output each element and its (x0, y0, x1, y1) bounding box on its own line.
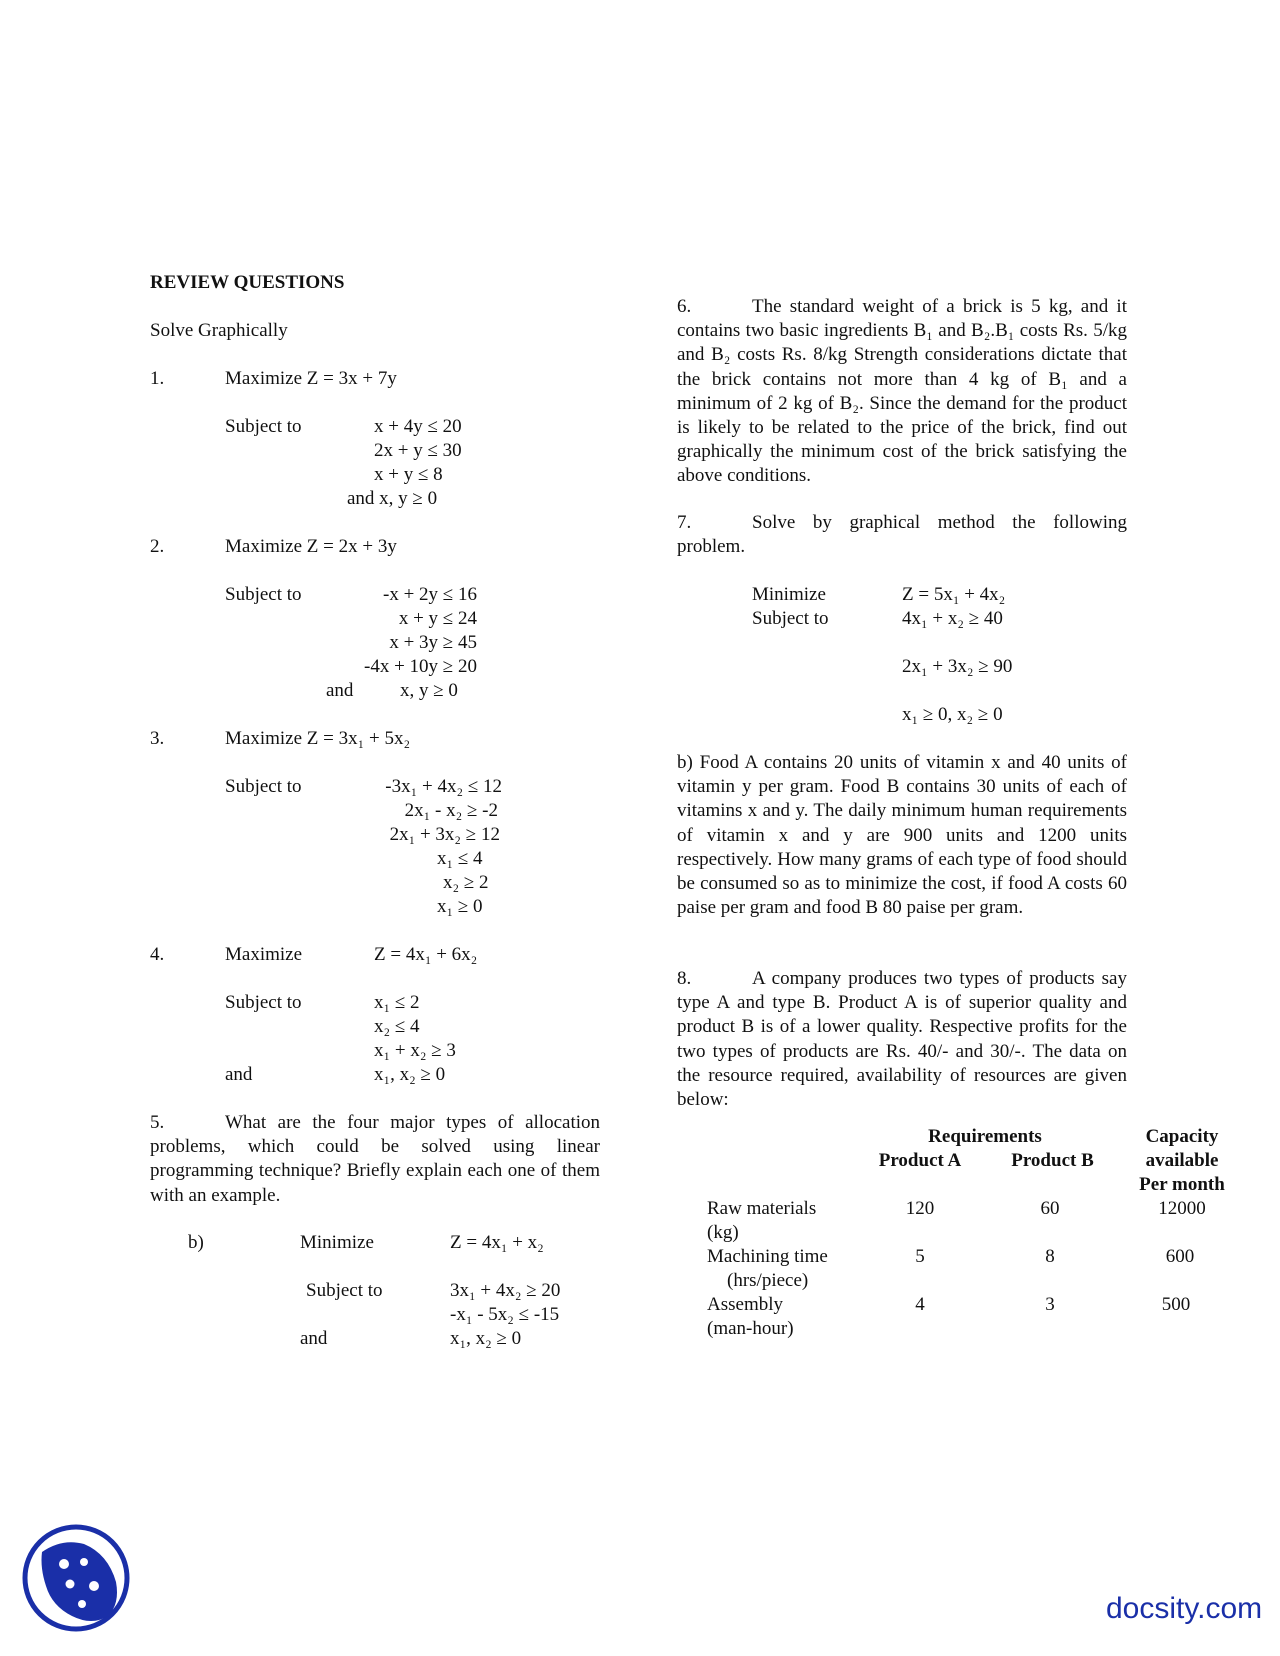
q6-paragraph (677, 295, 1127, 489)
q1-constraint-4: and x, y ≥ 0 (347, 488, 438, 509)
q7-constraint-2: 2x₁ + 3x₂ ≥ 90 (902, 656, 1013, 677)
q3-subject-to: Subject to (225, 776, 302, 797)
q3-constraint-3: 2x₁ + 3x₂ ≥ 12 (389, 824, 500, 845)
q5b-label: b) (188, 1232, 204, 1253)
table-row-label-2: (hrs/piece) (727, 1270, 809, 1291)
q3-constraint-4: x₁ ≤ 4 (437, 848, 483, 869)
q2-constraint-5: x, y ≥ 0 (400, 680, 458, 701)
table-requirements-header: Requirements (928, 1126, 1042, 1147)
q4-and-label: and (225, 1064, 253, 1085)
table-col-product-a: Product A (878, 1150, 962, 1171)
q5b-minimize-label: Minimize (300, 1232, 374, 1253)
q1-number: 1. (150, 368, 165, 389)
table-capacity-header-2: available (1145, 1150, 1219, 1171)
table-cell-product-a: 5 (915, 1246, 925, 1267)
table-cell-product-b: 8 (1045, 1246, 1055, 1267)
q8-text: A company produces two types of products say type A and type B. Product A is of superior quality and product B is of a lower quality. Respective profits for the two types of products are Rs. 40/- and 30/-. The data on the resource required, availability of resources are given below: (677, 968, 1127, 1111)
table-capacity-header-3: Per month (1139, 1174, 1225, 1195)
q6-number: 6. (677, 296, 692, 317)
q7-constraint-3: x₁ ≥ 0, x₂ ≥ 0 (902, 704, 1003, 725)
q1-constraint-3: x + y ≤ 8 (374, 464, 443, 485)
review-questions-heading: REVIEW QUESTIONS (150, 272, 345, 293)
q2-constraint-1: -x + 2y ≤ 16 (383, 584, 477, 605)
q4-constraint-2: x₂ ≤ 4 (374, 1016, 420, 1037)
q4-number: 4. (150, 944, 165, 965)
q3-constraint-2: 2x₁ - x₂ ≥ -2 (404, 800, 498, 821)
table-cell-product-a: 4 (915, 1294, 925, 1315)
q7-subject-to: Subject to (752, 608, 829, 629)
q5b-constraint-2: -x₁ - 5x₂ ≤ -15 (450, 1304, 560, 1325)
q4-constraint-3: x₁ + x₂ ≥ 3 (374, 1040, 456, 1061)
q7-minimize-label: Minimize (752, 584, 826, 605)
q8-number: 8. (677, 968, 692, 989)
q5b-objective: Z = 4x₁ + x₂ (450, 1232, 544, 1253)
q3-number: 3. (150, 728, 165, 749)
solve-graphically-label: Solve Graphically (150, 320, 288, 341)
table-row-label-1: Machining time (707, 1246, 828, 1267)
q5b-and-label: and (300, 1328, 328, 1349)
table-row-label-2: (kg) (707, 1222, 739, 1243)
q2-constraint-4: -4x + 10y ≥ 20 (364, 656, 477, 677)
q3-constraint-1: -3x₁ + 4x₂ ≤ 12 (385, 776, 502, 797)
q2-constraint-3: x + 3y ≥ 45 (389, 632, 477, 653)
q4-constraint-4: x₁, x₂ ≥ 0 (374, 1064, 446, 1085)
q2-subject-to: Subject to (225, 584, 302, 605)
q3-constraint-6: x₁ ≥ 0 (437, 896, 483, 917)
q3-objective: Maximize Z = 3x₁ + 5x₂ (225, 728, 411, 749)
q4-subject-to: Subject to (225, 992, 302, 1013)
q7b-paragraph: b) Food A contains 20 units of vitamin x and 40 units of vitamin y per gram. Food B contains 30 units of each of vitamins x and y. The daily minimum human requirements of vitamin x and y are 900 units and 1200 units respectively. How many grams of each type of food should be consumed so as to minimize the cost, if food A costs 60 paise per gram and food B 80 paise per gram. (677, 752, 1127, 919)
q5-text: What are the four major types of allocation problems, which could be solved using linear programming technique? Briefly explain each one of them with an example. (150, 1112, 600, 1206)
table-cell-capacity: 500 (1161, 1294, 1191, 1315)
q4-constraint-1: x₁ ≤ 2 (374, 992, 420, 1013)
q1-subject-to: Subject to (225, 416, 302, 437)
q1-constraint-2: 2x + y ≤ 30 (374, 440, 462, 461)
q2-number: 2. (150, 536, 165, 557)
table-cell-capacity: 12000 (1158, 1198, 1206, 1219)
q6-text: The standard weight of a brick is 5 kg, and it contains two basic ingredients B₁ and B₂.B₁ costs Rs. 5/kg and B₂ costs Rs. 8/kg Strength considerations dictate that the brick contains not more than 4 kg of B₁ and a minimum of 2 kg of B₂. Since the demand for the product is likely to be related to the price of the brick, find out graphically the minimum cost of the brick satisfying the above conditions. (677, 296, 1127, 487)
table-cell-product-b: 60 (1040, 1198, 1060, 1219)
q3-constraint-5: x₂ ≥ 2 (443, 872, 489, 893)
q5b-constraint-3: x₁, x₂ ≥ 0 (450, 1328, 522, 1349)
table-capacity-header-1: Capacity (1145, 1126, 1219, 1147)
table-row-label-2: (man-hour) (707, 1318, 794, 1339)
q8-paragraph (677, 967, 1127, 1112)
q7-text: Solve by graphical method the following problem. (677, 512, 1127, 558)
q7-objective: Z = 5x₁ + 4x₂ (902, 584, 1006, 605)
table-row-label-1: Raw materials (707, 1198, 817, 1219)
table-cell-capacity: 600 (1165, 1246, 1195, 1267)
q1-objective: Maximize Z = 3x + 7y (225, 368, 397, 389)
docsity-brand-link[interactable]: docsity.com (1106, 1592, 1263, 1625)
q2-constraint-2: x + y ≤ 24 (398, 608, 477, 629)
q4-maximize-label: Maximize (225, 944, 303, 965)
table-row-label-1: Assembly (707, 1294, 783, 1315)
q5b-subject-to: Subject to (306, 1280, 383, 1301)
table-col-product-b: Product B (1011, 1150, 1094, 1171)
table-cell-product-a: 120 (905, 1198, 935, 1219)
q7-number: 7. (677, 512, 692, 533)
q7-constraint-1: 4x₁ + x₂ ≥ 40 (902, 608, 1003, 629)
q1-constraint-1: x + 4y ≤ 20 (374, 416, 462, 437)
q7-paragraph (677, 511, 1127, 559)
docsity-logo-icon[interactable] (22, 1524, 130, 1632)
q5b-constraint-1: 3x₁ + 4x₂ ≥ 20 (450, 1280, 561, 1301)
q5-paragraph (150, 1111, 600, 1208)
q2-objective: Maximize Z = 2x + 3y (225, 536, 397, 557)
q4-objective: Z = 4x₁ + 6x₂ (374, 944, 478, 965)
q5-number: 5. (150, 1112, 165, 1133)
q2-and-label: and (326, 680, 354, 701)
table-cell-product-b: 3 (1045, 1294, 1055, 1315)
